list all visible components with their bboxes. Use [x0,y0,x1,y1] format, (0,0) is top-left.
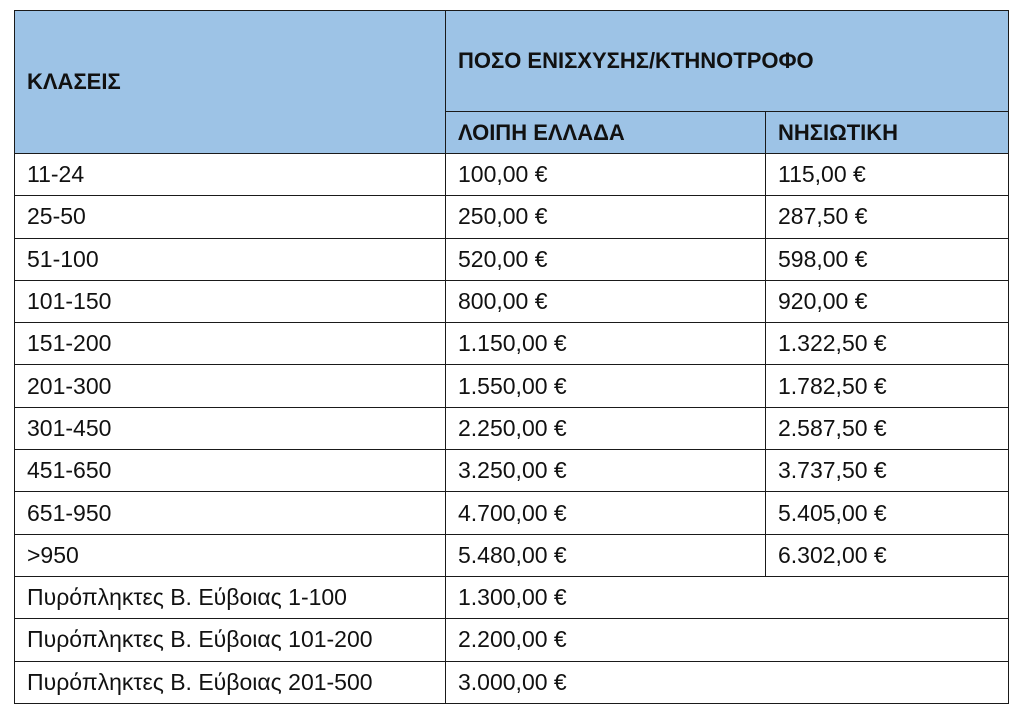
class-cell: 651-950 [15,492,446,534]
table-row [15,196,1009,238]
island-amount-cell: 287,50 € [766,196,1009,238]
island-amount-cell: 1.322,50 € [766,323,1009,365]
island-amount-cell: 598,00 € [766,238,1009,280]
fire-amount-cell: 2.200,00 € [446,619,1009,661]
table-row [15,323,1009,365]
class-cell: 201-300 [15,365,446,407]
table-row [15,154,1009,196]
table-header [15,11,1009,154]
island-amount-cell: 1.782,50 € [766,365,1009,407]
class-cell: 51-100 [15,238,446,280]
mainland-amount-cell: 3.250,00 € [446,450,766,492]
mainland-amount-cell: 250,00 € [446,196,766,238]
island-amount-cell: 920,00 € [766,280,1009,322]
subsidy-table [14,10,1009,704]
table-row [15,534,1009,576]
mainland-amount-cell: 4.700,00 € [446,492,766,534]
header-row-main [15,11,1009,112]
island-amount-cell: 115,00 € [766,154,1009,196]
island-amount-cell: 6.302,00 € [766,534,1009,576]
class-cell: 11-24 [15,154,446,196]
header-amount: ΠΟΣΟ ΕΝΙΣΧΥΣΗΣ/ΚΤΗΝΟΤΡΟΦΟ [446,11,1009,112]
fire-class-cell: Πυρόπληκτες Β. Εύβοιας 1-100 [15,576,446,618]
class-cell: 451-650 [15,450,446,492]
island-amount-cell: 3.737,50 € [766,450,1009,492]
fire-amount-cell: 3.000,00 € [446,661,1009,703]
fire-class-cell: Πυρόπληκτες Β. Εύβοιας 101-200 [15,619,446,661]
table-row [15,280,1009,322]
fire-affected-row [15,619,1009,661]
table-row [15,365,1009,407]
class-cell: 151-200 [15,323,446,365]
mainland-amount-cell: 2.250,00 € [446,407,766,449]
class-cell: 101-150 [15,280,446,322]
mainland-amount-cell: 5.480,00 € [446,534,766,576]
mainland-amount-cell: 520,00 € [446,238,766,280]
header-mainland: ΛΟΙΠΗ ΕΛΛΑΔΑ [446,112,766,154]
class-cell: 25-50 [15,196,446,238]
table-body [15,154,1009,704]
table-row [15,238,1009,280]
header-island: ΝΗΣΙΩΤΙΚΗ [766,112,1009,154]
table-row [15,450,1009,492]
mainland-amount-cell: 1.150,00 € [446,323,766,365]
table-row [15,407,1009,449]
fire-amount-cell: 1.300,00 € [446,576,1009,618]
class-cell: >950 [15,534,446,576]
island-amount-cell: 5.405,00 € [766,492,1009,534]
mainland-amount-cell: 800,00 € [446,280,766,322]
mainland-amount-cell: 100,00 € [446,154,766,196]
header-classes: ΚΛΑΣΕΙΣ [15,11,446,154]
fire-class-cell: Πυρόπληκτες Β. Εύβοιας 201-500 [15,661,446,703]
class-cell: 301-450 [15,407,446,449]
fire-affected-row [15,576,1009,618]
fire-affected-row [15,661,1009,703]
island-amount-cell: 2.587,50 € [766,407,1009,449]
mainland-amount-cell: 1.550,00 € [446,365,766,407]
table-row [15,492,1009,534]
